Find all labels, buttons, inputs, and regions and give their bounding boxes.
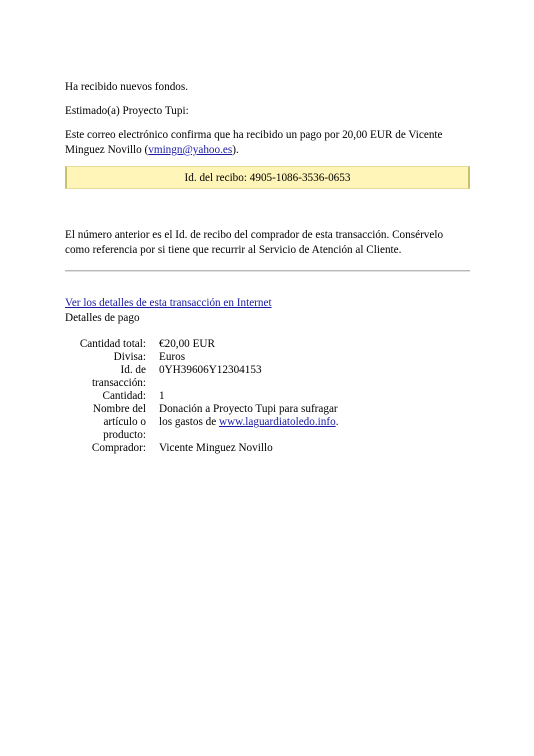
payment-details-table <box>65 338 349 455</box>
detail-label: Nombre del artículo o producto: <box>92 403 146 441</box>
receipt-id-label: Id. del recibo: 4905-1086-3536-0653 <box>184 171 351 184</box>
detail-label: Cantidad: <box>102 390 146 402</box>
receipt-id-box <box>65 166 470 189</box>
item-name-suffix: . <box>335 416 339 428</box>
confirmation-body: Este correo electrónico confirma que ha recibido un pago por 20,00 EUR de Vicente Minguez Novillo ( <box>65 129 443 156</box>
detail-label: Id. de transacción: <box>91 364 146 389</box>
headline: Ha recibido nuevos fondos. <box>65 81 189 93</box>
confirmation-suffix: ). <box>232 144 239 156</box>
detail-label: Divisa: <box>113 351 146 363</box>
view-details-link[interactable]: Ver los detalles de esta transacción en Internet <box>65 297 272 309</box>
item-website-link[interactable]: www.laguardiatoledo.info <box>218 416 336 428</box>
table-row <box>65 338 349 351</box>
detail-value: €20,00 EUR <box>159 338 215 350</box>
detail-value: Euros <box>159 351 186 363</box>
table-row <box>65 442 349 455</box>
detail-value <box>159 403 349 442</box>
table-row <box>65 390 349 403</box>
detail-value: 1 <box>159 390 165 402</box>
confirmation-text <box>65 128 470 158</box>
sender-email-link[interactable]: vmingn@yahoo.es <box>148 144 233 156</box>
detail-label: Comprador: <box>91 442 146 454</box>
salutation: Estimado(a) Proyecto Tupi: <box>65 105 189 117</box>
detail-label: Cantidad total: <box>79 338 146 350</box>
table-row <box>65 403 349 442</box>
table-row <box>65 364 349 390</box>
payment-details-heading: Detalles de pago <box>65 312 140 324</box>
email-body <box>65 80 470 455</box>
detail-value: Vicente Minguez Novillo <box>159 442 273 454</box>
detail-value: 0YH39606Y12304153 <box>159 364 262 376</box>
item-name-text: Donación a Proyecto Tupi para sufragar los gastos de <box>159 403 338 428</box>
receipt-note: El número anterior es el Id. de recibo del comprador de esta transacción. Consérvelo como referencia por si tiene que recurrir al Servicio de Atención al Cliente. <box>65 229 444 256</box>
divider <box>65 270 470 272</box>
table-row <box>65 351 349 364</box>
